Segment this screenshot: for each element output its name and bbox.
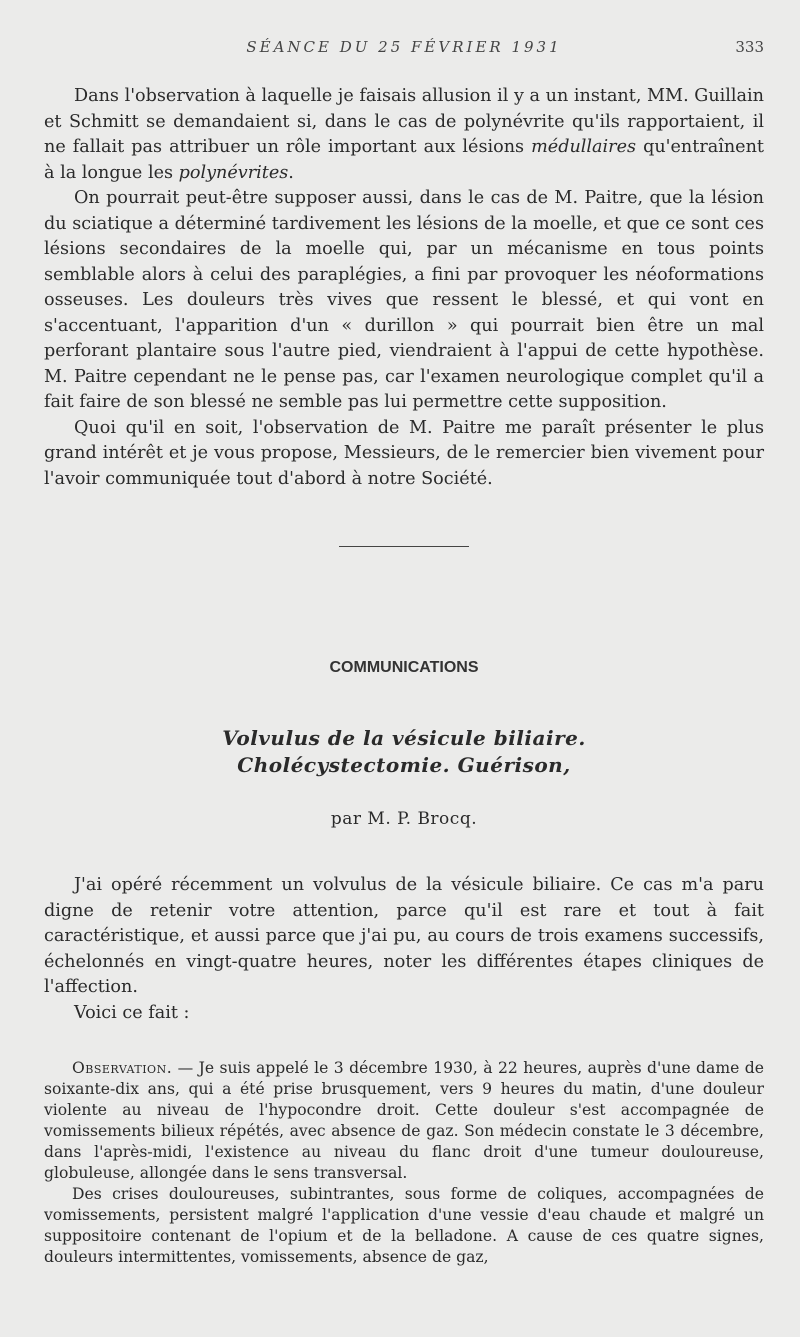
observation-paragraph-1	[44, 1058, 764, 1184]
body-text	[44, 84, 764, 1268]
observation-label: Observation.	[72, 1059, 173, 1077]
article-body	[44, 873, 764, 1026]
article-title	[44, 725, 764, 779]
article-paragraph-2: Voici ce fait :	[74, 1002, 190, 1023]
discussion-paragraph-3: Quoi qu'il en soit, l'observation de M. Paitre me paraît présenter le plus grand intérêt et je vous propose, Messieurs, de le remercier bien vivement pour l'avoir communiquée tout d'abord à notre Société.	[44, 417, 764, 489]
observation-section	[44, 1058, 764, 1268]
article-title-line-1: Volvulus de la vésicule biliaire.	[222, 726, 586, 750]
text-run: .	[288, 162, 294, 183]
article-paragraph-1: J'ai opéré récemment un volvulus de la vésicule biliaire. Ce cas m'a paru digne de retenir votre attention, parce qu'il est rare et tout à fait caractéristique, et aussi parce que j'ai pu, au cours de trois examens successifs, échelonnés en vingt-quatre heures, noter les différentes étapes cliniques de l'affection.	[44, 875, 764, 997]
text-run: qu'entraînent à la longue les	[44, 137, 764, 183]
page-header	[44, 38, 764, 62]
italic-term: polynévrites	[178, 162, 289, 183]
page-number: 333	[735, 38, 764, 56]
observation-paragraph-2: Des crises douloureuses, subintrantes, sous forme de coliques, accompagnées de vomissements, persistent malgré l'application d'une vessie d'eau chaude et malgré un suppositoire contenant de l'opium et de la belladone. A cause de ces quatre signes, douleurs intermittentes, vomissements, absence de gaz,	[44, 1185, 764, 1266]
section-divider	[339, 546, 469, 547]
section-heading: COMMUNICATIONS	[329, 659, 479, 676]
article-byline: par M. P. Brocq.	[330, 809, 478, 829]
text-run: — Je suis appelé le 3 décembre 1930, à 22 heures, auprès d'une dame de soixante-dix ans, qui a été prise brusquement, vers 9 heures du matin, d'une douleur violente au niveau de l'hypocondre droit. Cette douleur s'est accompagnée de vomissements bilieux répétés, avec absence de gaz. Son médecin constate le 3 décembre, dans l'après-midi, l'existence au niveau du flanc droit d'une tumeur douloureuse, globuleuse, allongée dans le sens transversal.	[44, 1059, 764, 1182]
discussion-paragraph-2: On pourrait peut-être supposer aussi, dans le cas de M. Paitre, que la lésion du sciatique a déterminé tardivement les lésions de la moelle, et que ce sont ces lésions secondaires de la moelle qui, par un mécanisme en tous points semblable alors à celui des paraplégies, a fini par provoquer les néoformations osseuses. Les douleurs très vives que ressent le blessé, et qui vont en s'accentuant, l'apparition d'un « durillon » qui pourrait bien être un mal perforant plantaire sous l'autre pied, viendraient à l'appui de cette hypothèse. M. Paitre cependant ne le pense pas, car l'examen neurologique complet qu'il a fait faire de son blessé ne semble pas lui permettre cette supposition.	[44, 188, 764, 412]
text-run: Dans l'observation à laquelle je faisais allusion il y a un instant, MM. Guillain et Schmitt se demandaient si, dans le cas de polynévrite qu'ils rapportaient, il ne fallait pas attribuer un rôle important aux lésions	[44, 86, 764, 157]
discussion-paragraph-1	[44, 84, 764, 186]
discussion-section	[44, 84, 764, 492]
running-title: SÉANCE DU 25 FÉVRIER 1931	[246, 38, 562, 56]
article-title-line-2: Cholécystectomie. Guérison,	[237, 753, 571, 777]
italic-term: médullaires	[531, 137, 637, 157]
